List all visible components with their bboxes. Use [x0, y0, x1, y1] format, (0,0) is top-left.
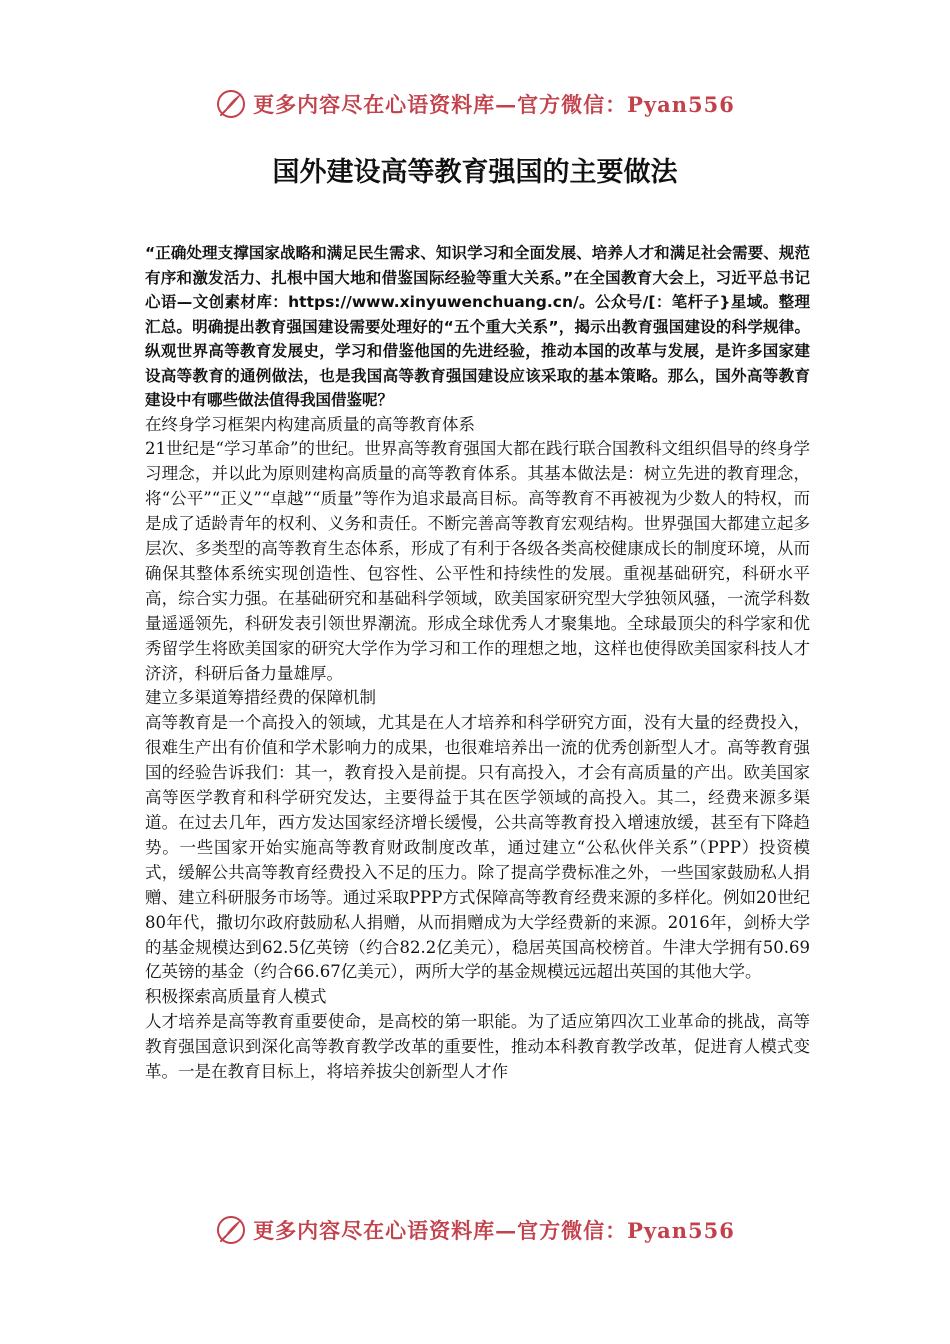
- document-title: 国外建设高等教育强国的主要做法: [272, 157, 678, 188]
- banner-text: 更多内容尽在心语资料库—官方微信：Pyan556: [253, 1218, 735, 1243]
- banner-text: 更多内容尽在心语资料库—官方微信：Pyan556: [253, 92, 735, 117]
- footer-banner: [0, 1210, 950, 1250]
- header-banner: [0, 84, 950, 124]
- section-heading: 在终身学习框架内构建高质量的高等教育体系: [145, 414, 475, 434]
- document-content: [145, 241, 810, 1085]
- section-paragraph: 人才培养是高等教育重要使命，是高校的第一职能。为了适应第四次工业革命的挑战，高等教育强国意识到深化高等教育教学改革的重要性，推动本科教育教学改革，促进育人模式变革。一是在教育目标上，将培养拔尖创新型人才作: [145, 1012, 810, 1082]
- quill-logo-icon: [215, 1214, 247, 1246]
- intro-paragraph: “正确处理支撑国家战略和满足民生需求、知识学习和全面发展、培养人才和满足社会需要、规范有序和激发活力、扎根中国大地和借鉴国际经验等重大关系。”在全国教育大会上，习近平总书记心语—文创素材库：https://www.xinyuwenchuang.cn/。公众号/[：笔杆子}星域。整理汇总。明确提出教育强国建设需要处理好的“五个重大关系”，揭示出教育强国建设的科学规律。纵观世界高等教育发展史，学习和借鉴他国的先进经验，推动本国的改革与发展，是许多国家建设高等教育的通例做法，也是我国高等教育强国建设应该采取的基本策略。那么，国外高等教育建设中有哪些做法值得我国借鉴呢？: [145, 244, 810, 409]
- section-heading: 积极探索高质量育人模式: [145, 987, 327, 1007]
- section-paragraph: 21世纪是“学习革命”的世纪。世界高等教育强国大都在践行联合国教科文组织倡导的终身学习理念，并以此为原则建构高质量的高等教育体系。其基本做法是：树立先进的教育理念，将“公平”“正义”“卓越”“质量”等作为追求最高目标。高等教育不再被视为少数人的特权，而是成了适龄青年的权利、义务和责任。不断完善高等教育宏观结构。世界强国大都建立起多层次、多类型的高等教育生态体系，形成了有利于各级各类高校健康成长的制度环境，从而确保其整体系统实现创造性、包容性、公平性和持续性的发展。重视基础研究，科研水平高，综合实力强。在基础研究和基础科学领域，欧美国家研究型大学独领风骚，一流学科数量遥遥领先，科研发表引领世界潮流。形成全球优秀人才聚集地。全球最顶尖的科学家和优秀留学生将欧美国家的研究大学作为学习和工作的理想之地，这样也使得欧美国家科技人才济济，科研后备力量雄厚。: [145, 439, 810, 683]
- section-paragraph: 高等教育是一个高投入的领域，尤其是在人才培养和科学研究方面，没有大量的经费投入，很难生产出有价值和学术影响力的成果，也很难培养出一流的优秀创新型人才。高等教育强国的经验告诉我们：其一，教育投入是前提。只有高投入，才会有高质量的产出。欧美国家高等医学教育和科学研究发达，主要得益于其在医学领域的高投入。其二，经费来源多渠道。在过去几年，西方发达国家经济增长缓慢，公共高等教育投入增速放缓，甚至有下降趋势。一些国家开始实施高等教育财政制度改革，通过建立“公私伙伴关系”（PPP）投资模式，缓解公共高等教育经费投入不足的压力。除了提高学费标准之外，一些国家鼓励私人捐赠、建立科研服务市场等。通过采取PPP方式保障高等教育经费来源的多样化。例如20世纪80年代，撒切尔政府鼓励私人捐赠，从而捐赠成为大学经费新的来源。2016年，剑桥大学的基金规模达到62.5亿英镑（约合82.2亿美元），稳居英国高校榜首。牛津大学拥有50.69亿英镑的基金（约合66.67亿美元），两所大学的基金规模远远超出英国的其他大学。: [145, 713, 810, 982]
- quill-logo-icon: [215, 88, 247, 120]
- section-heading: 建立多渠道筹措经费的保障机制: [145, 688, 376, 708]
